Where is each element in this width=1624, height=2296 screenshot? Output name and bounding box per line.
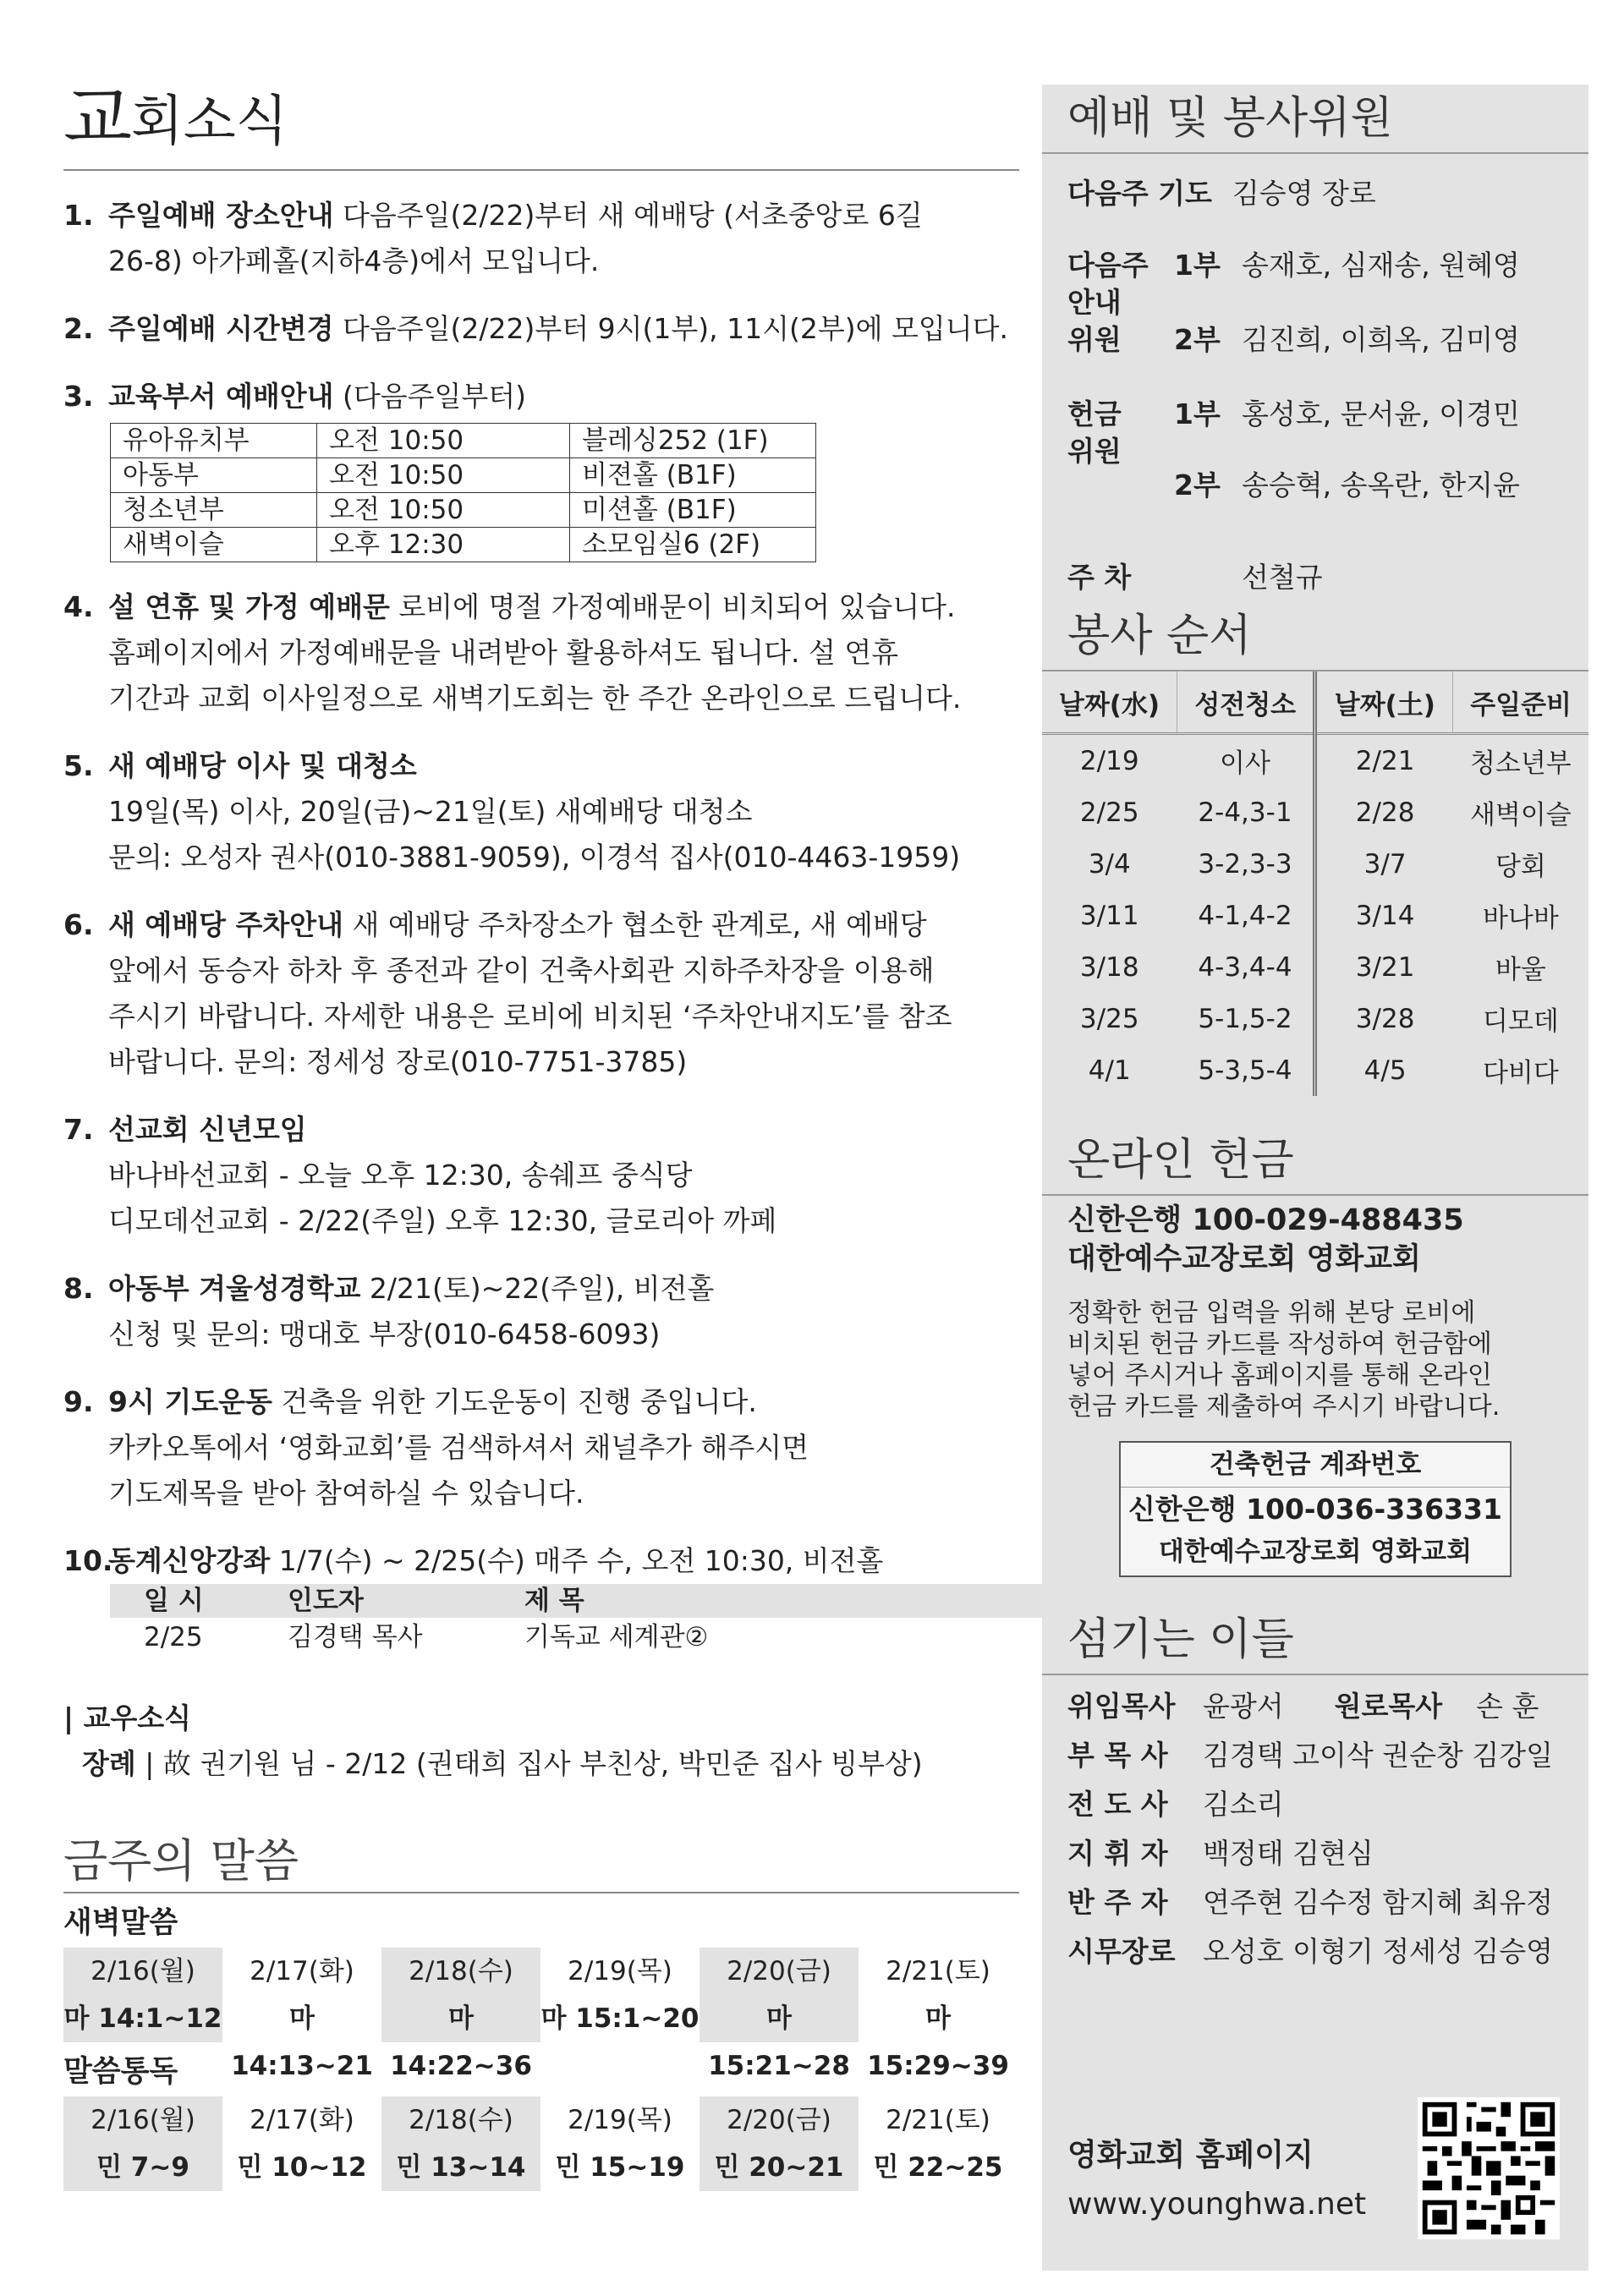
service-row [1042, 1044, 1588, 1096]
staff-role: 부 목 사 [1067, 1739, 1168, 1772]
service-cell: 3-2,3-3 [1198, 848, 1292, 879]
guide-service2-names: 김진희, 이희옥, 김미영 [1242, 323, 1520, 356]
word-cell [540, 2096, 700, 2191]
notice-heading: 주일예배 시간변경 [108, 312, 334, 345]
lecture-leader: 김경택 목사 [288, 1622, 423, 1652]
service-cell: 3/28 [1315, 993, 1453, 1044]
staff-list [1042, 1682, 1588, 1976]
service-cell: 바울 [1495, 955, 1546, 985]
notice-item [63, 1379, 1019, 1516]
service-cell: 5-1,5-2 [1198, 1003, 1292, 1034]
word-passage: 마 14:22~36 [390, 2003, 532, 2081]
word-date: 2/16(월) [91, 2105, 195, 2135]
table-row [111, 493, 816, 528]
table-cell: 새벽이슬 [111, 528, 317, 562]
service-cell: 디모데 [1482, 1006, 1559, 1037]
lecture-table [110, 1584, 1057, 1657]
notice-heading: 동계신앙강좌 [108, 1544, 271, 1577]
notice-body: 로비에 명절 가정예배문이 비치되어 있습니다. [389, 590, 956, 623]
staff-row [1042, 1780, 1588, 1829]
word-cell [63, 1948, 222, 2042]
notice-heading: 교육부서 예배안내 [108, 380, 334, 413]
service-cell: 당회 [1495, 852, 1546, 882]
notice-line: 신청 및 문의: 맹대호 부장(010-6458-6093) [108, 1318, 661, 1351]
notice-line: 바랍니다. 문의: 정세성 장로(010-7751-3785) [108, 1045, 688, 1078]
table-cell: 비젼홀 (B1F) [570, 458, 816, 493]
word-passage: 마 14:1~12 [63, 2003, 222, 2034]
staff-names: 김소리 [1203, 1788, 1284, 1821]
table-cell: 아동부 [111, 458, 317, 493]
service-cell: 4-3,4-4 [1198, 951, 1292, 983]
service-cell: 3/4 [1088, 848, 1131, 879]
building-fund-title: 건축헌금 계좌번호 [1121, 1443, 1510, 1488]
service-header: 날짜(土) [1315, 671, 1453, 734]
notice-item [63, 584, 1019, 721]
staff-names: 백정태 김현심 [1203, 1837, 1374, 1870]
notice-number: 9. [63, 1385, 94, 1418]
service-cell: 3/21 [1315, 941, 1453, 993]
table-row [111, 424, 816, 458]
offering-service2-names: 송승혁, 송옥란, 한지윤 [1242, 469, 1520, 501]
parking-name: 선철규 [1242, 561, 1323, 594]
offering-label-line1: 헌금 [1067, 397, 1122, 430]
lecture-header-leader: 인도자 [288, 1586, 364, 1616]
word-date: 2/17(화) [250, 2105, 354, 2135]
word-date: 2/21(토) [886, 1956, 990, 1986]
service-cell: 4-1,4-2 [1198, 900, 1292, 931]
notice-number: 2. [63, 312, 94, 345]
notice-line: 디모데선교회 - 2/22(주일) 오후 12:30, 글로리아 까페 [108, 1204, 777, 1237]
weekly-word-title: 금주의 말씀 [63, 1834, 299, 1888]
bible-reading-label: 말씀통독 [63, 2055, 178, 2089]
word-passage: 민 22~25 [873, 2152, 1003, 2183]
service-cell: 3/25 [1079, 1003, 1139, 1034]
notice-item [63, 902, 1019, 1085]
service-cell: 다비다 [1482, 1058, 1559, 1088]
service-order-table [1042, 671, 1588, 1096]
notice-line: 기간과 교회 이사일정으로 새벽기도회는 한 주간 온라인으로 드립니다. [108, 682, 962, 715]
lecture-header-topic: 제 목 [524, 1586, 584, 1616]
service-row [1042, 786, 1588, 838]
servants-title: 섬기는 이들 [1042, 1606, 1588, 1675]
weekly-word-header [63, 1831, 1019, 1893]
service-cell: 5-3,5-4 [1198, 1055, 1292, 1086]
notice-body: 1/7(수) ~ 2/25(수) 매주 수, 오전 10:30, 비전홀 [270, 1544, 884, 1577]
notice-item [63, 743, 1019, 880]
service-cell: 이사 [1220, 748, 1270, 779]
page-title: 회소식 [131, 90, 288, 153]
notice-item [63, 193, 1019, 284]
service-order-title: 봉사 순서 [1042, 602, 1588, 671]
word-date: 2/16(월) [91, 1956, 195, 1986]
table-cell: 청소년부 [111, 493, 317, 528]
word-date: 2/18(수) [409, 2105, 513, 2135]
notice-body: (다음주일부터) [333, 380, 527, 413]
notice-item [63, 306, 1019, 352]
member-news [63, 1696, 1019, 1787]
building-fund-account: 신한은행 100-036-336331 [1128, 1493, 1502, 1526]
service-cell: 청소년부 [1469, 748, 1572, 779]
table-cell: 유아유치부 [111, 424, 317, 458]
bank-account-owner: 대한예수교장로회 영화교회 [1067, 1242, 1421, 1276]
notice-line: 26-8) 아가페홀(지하4층)에서 모입니다. [108, 244, 600, 277]
word-cell [222, 1948, 381, 2081]
service-cell: 바나바 [1482, 903, 1559, 934]
building-fund-owner: 대한예수교장로회 영화교회 [1158, 1537, 1473, 1567]
table-row [111, 458, 816, 493]
notice-heading: 주일예배 장소안내 [108, 199, 334, 232]
word-passage: 마 14:13~21 [231, 2003, 373, 2081]
notice-line: 홈페이지에서 가정예배문을 내려받아 활용하셔도 됩니다. 설 연휴 [108, 636, 899, 669]
notice-number: 3. [63, 380, 94, 413]
lecture-date: 2/25 [144, 1622, 203, 1652]
note-line: 정확한 헌금 입력을 위해 본당 로비에 [1067, 1298, 1476, 1328]
table-cell: 오전 10:50 [317, 493, 570, 528]
service-header: 성전청소 [1177, 671, 1315, 734]
table-cell: 오전 10:50 [317, 458, 570, 493]
staff-row [1042, 1682, 1588, 1731]
word-date: 2/17(화) [250, 1956, 354, 1986]
word-cell [700, 2096, 859, 2191]
notice-number: 7. [63, 1113, 94, 1146]
word-date: 2/20(금) [727, 2105, 831, 2135]
word-cell [859, 2096, 1018, 2191]
notice-line: 카카오톡에서 ‘영화교회’를 검색하셔서 채널추가 해주시면 [108, 1431, 809, 1464]
staff-role: 위임목사 [1067, 1690, 1176, 1723]
notice-heading: 설 연휴 및 가정 예배문 [108, 590, 390, 623]
staff-names: 윤광서 [1203, 1690, 1284, 1723]
bible-reading-grid [63, 2096, 1019, 2191]
notice-number: 4. [63, 590, 94, 623]
homepage-label: 영화교회 홈페이지 [1067, 2138, 1314, 2173]
service-cell: 2-4,3-1 [1198, 797, 1292, 828]
staff-names: 김경택 고이삭 권순창 김강일 [1203, 1739, 1554, 1772]
notice-heading: 새 예배당 이사 및 대청소 [108, 749, 417, 782]
notice-number: 10. [63, 1544, 113, 1577]
notice-heading: 9시 기도운동 [108, 1385, 272, 1418]
word-passage: 민 20~21 [714, 2152, 844, 2183]
note-line: 넣어 주시거나 홈페이지를 통해 온라인 [1067, 1361, 1492, 1390]
word-cell [540, 1948, 700, 2042]
guide-service2-label: 2부 [1174, 323, 1221, 356]
service-row [1042, 890, 1588, 941]
building-fund-box [1119, 1441, 1512, 1577]
staff-row [1042, 1829, 1588, 1878]
lecture-header-date: 일 시 [144, 1586, 204, 1616]
sidebar-panel [1042, 85, 1588, 2271]
table-cell: 오후 12:30 [317, 528, 570, 562]
word-passage: 민 10~12 [237, 2152, 367, 2183]
word-date: 2/19(목) [568, 2105, 672, 2135]
online-offering-note [1042, 1297, 1588, 1422]
service-row [1042, 993, 1588, 1044]
word-cell [222, 2096, 381, 2191]
offering-label-line2: 위원 [1067, 435, 1122, 468]
notice-heading: 새 예배당 주차안내 [108, 908, 344, 941]
note-line: 비치된 헌금 카드를 작성하여 헌금함에 [1067, 1329, 1492, 1359]
notice-number: 5. [63, 749, 94, 782]
online-offering-title: 온라인 헌금 [1042, 1126, 1588, 1196]
notice-heading: 선교회 신년모임 [108, 1113, 307, 1146]
prayer-name: 김승영 장로 [1232, 177, 1376, 210]
word-cell [700, 1948, 859, 2081]
service-header: 날짜(水) [1042, 671, 1177, 734]
prayer-label: 다음주 기도 [1067, 177, 1212, 210]
notice-line: 문의: 오성자 권사(010-3881-9059), 이경석 집사(010-4463-1959) [108, 841, 961, 874]
online-account [1042, 1201, 1588, 1279]
service-row [1042, 941, 1588, 993]
notice-number: 1. [63, 199, 94, 232]
guide-label-line1: 다음주 [1067, 249, 1149, 282]
qr-code-icon[interactable] [1418, 2097, 1560, 2239]
notice-item [63, 1266, 1019, 1357]
staff-row [1042, 1878, 1588, 1927]
notice-heading: 아동부 겨울성경학교 [108, 1272, 361, 1305]
service-cell: 2/21 [1315, 734, 1453, 787]
table-cell: 블레싱252 (1F) [570, 424, 816, 458]
page-title-initial: 교 [63, 77, 133, 160]
staff-role: 시무장로 [1067, 1935, 1176, 1968]
notice-number: 6. [63, 908, 94, 941]
notice-body: 다음주일(2/22)부터 9시(1부), 11시(2부)에 모입니다. [333, 312, 1008, 345]
notice-item [63, 374, 1019, 419]
staff-row [1042, 1927, 1588, 1976]
table-cell: 소모임실6 (2F) [570, 528, 816, 562]
table-cell: 오전 10:50 [317, 424, 570, 458]
notice-body: 다음주일(2/22)부터 새 예배당 (서초중앙로 6길 [333, 199, 923, 232]
emeritus-label: 원로목사 [1334, 1690, 1443, 1723]
emeritus-name: 손 훈 [1476, 1690, 1539, 1723]
notice-line: 기도제목을 받아 참여하실 수 있습니다. [108, 1477, 584, 1510]
note-line: 헌금 카드를 제출하여 주시기 바랍니다. [1067, 1392, 1501, 1422]
staff-names: 연주현 김수정 함지혜 최유정 [1203, 1886, 1554, 1919]
word-passage: 민 15~19 [555, 2152, 685, 2183]
notice-line: 19일(목) 이사, 20일(금)~21일(토) 새예배당 대청소 [108, 795, 753, 828]
lecture-topic: 기독교 세계관② [524, 1622, 709, 1652]
staff-row [1042, 1731, 1588, 1780]
word-date: 2/21(토) [886, 2105, 990, 2135]
staff-role: 지 휘 자 [1067, 1837, 1168, 1870]
word-passage: 민 7~9 [96, 2152, 189, 2183]
church-news-column [63, 76, 1019, 2191]
funeral-label: 장례 [82, 1747, 136, 1780]
service-cell: 2/28 [1315, 786, 1453, 838]
service-cell: 3/7 [1315, 838, 1453, 890]
word-cell [381, 2096, 540, 2191]
word-passage: 민 13~14 [396, 2152, 526, 2183]
word-date: 2/18(수) [409, 1956, 513, 1986]
staff-role: 반 주 자 [1067, 1886, 1168, 1919]
word-cell [859, 1948, 1018, 2081]
bank-account-number: 신한은행 100-029-488435 [1067, 1203, 1464, 1237]
guide-service1-label: 1부 [1174, 249, 1221, 282]
service-cell: 2/19 [1079, 745, 1139, 776]
word-date: 2/20(금) [727, 1956, 831, 1986]
guide-label-line3: 위원 [1067, 323, 1122, 356]
guide-committee [1042, 247, 1588, 359]
service-row [1042, 734, 1588, 787]
notice-line: 주시기 바랍니다. 자세한 내용은 로비에 비치된 ‘주차안내지도’를 참조 [108, 1000, 952, 1033]
offering-service2-label: 2부 [1174, 469, 1221, 501]
guide-service1-names: 송재호, 심재송, 원혜영 [1242, 249, 1520, 282]
notice-item [63, 1538, 1019, 1584]
service-cell: 2/25 [1079, 797, 1139, 828]
service-cell: 새벽이슬 [1469, 800, 1572, 830]
service-header: 주일준비 [1453, 671, 1588, 734]
notice-body: 건축을 위한 기도운동이 진행 중입니다. [272, 1385, 757, 1418]
notice-line: 앞에서 동승자 하차 후 종전과 같이 건축사회관 지하주차장을 이용해 [108, 954, 935, 987]
table-row [111, 528, 816, 562]
word-passage: 마 15:1~20 [540, 2003, 700, 2034]
table-cell: 미션홀 (B1F) [570, 493, 816, 528]
notice-number: 8. [63, 1272, 94, 1305]
word-date: 2/19(목) [568, 1956, 672, 1986]
staff-names: 오성호 이형기 정세성 김승영 [1203, 1935, 1554, 1968]
funeral-text: | 故 권기원 님 - 2/12 (권태희 집사 부친상, 박민준 집사 빙부상) [135, 1747, 923, 1780]
staff-role: 전 도 사 [1067, 1788, 1168, 1821]
offering-committee [1042, 396, 1588, 504]
church-news-header [63, 76, 1019, 171]
service-cell: 4/5 [1315, 1044, 1453, 1096]
service-cell: 3/11 [1079, 900, 1139, 931]
service-cell: 4/1 [1088, 1055, 1131, 1086]
dawn-word-label: 새벽말씀 [63, 1906, 178, 1940]
offering-service1-label: 1부 [1174, 397, 1221, 430]
word-passage: 마 15:29~39 [867, 2003, 1009, 2081]
offering-service1-names: 홍성호, 문서윤, 이경민 [1242, 397, 1520, 430]
word-passage: 마 15:21~28 [708, 2003, 850, 2081]
education-schedule-table [110, 423, 816, 562]
parking-label: 주 차 [1067, 561, 1132, 594]
word-cell [381, 1948, 540, 2081]
notice-body: 새 예배당 주차장소가 협소한 관계로, 새 예배당 [343, 908, 927, 941]
homepage-url[interactable]: www.younghwa.net [1067, 2187, 1367, 2222]
worship-volunteers-title: 예배 및 봉사위원 [1042, 85, 1588, 154]
member-news-heading: | 교우소식 [63, 1701, 192, 1734]
word-cell [63, 2096, 222, 2191]
service-cell: 3/14 [1315, 890, 1453, 941]
guide-label-line2: 안내 [1067, 286, 1122, 319]
service-row [1042, 838, 1588, 890]
service-cell: 3/18 [1079, 951, 1139, 983]
notice-line: 바나바선교회 - 오늘 오후 12:30, 송쉐프 중식당 [108, 1159, 693, 1192]
notice-body: 2/21(토)~22(주일), 비전홀 [360, 1272, 715, 1305]
notice-item [63, 1107, 1019, 1244]
